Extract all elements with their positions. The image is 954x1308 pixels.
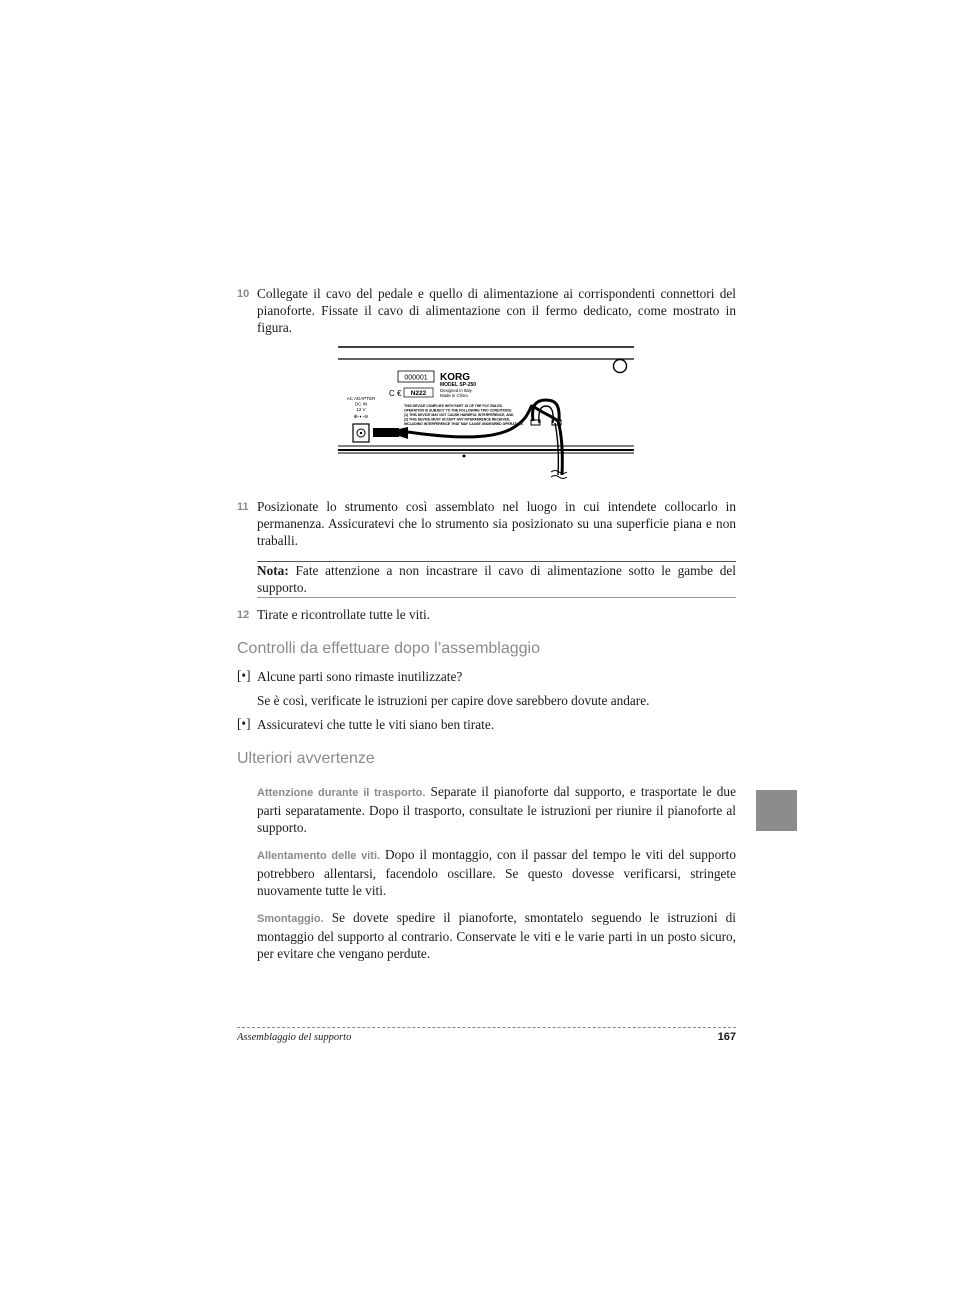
cable-break-icon [551,471,567,474]
step-text: Collegate il cavo del pedale e quello di alimentazione ai corrispondenti connettori del pianoforte. Fissate il cavo di alimentazione con il fermo dedicato, come mostrato in figura. [257,286,736,335]
section-heading: Ulteriori avvertenze [237,750,375,767]
page-number: 167 [717,1031,736,1043]
n-mark: N222 [410,390,427,397]
note-text: Fate attenzione a non incastrare il cavo di alimentazione sotto le gambe del supporto. [257,563,736,595]
section-heading: Controlli da effettuare dopo l’assemblaggio [237,640,541,657]
plug-icon [373,428,399,437]
paragraph-text: Se dovete spedire il pianoforte, smontatelo seguendo le istruzioni di montaggio del supporto al contrario. Conservate le viti e le varie parti in un posto sicuro, per evitare che vengano perdute. [257,910,736,961]
adapter-label-2: DC IN [354,401,368,407]
made-label: Made in China [440,393,468,398]
step-number: 12 [237,609,250,621]
serial-number: 000001 [404,374,428,382]
note-label: Nota: [257,563,289,578]
paragraph-transport [257,783,736,836]
paragraph-lead: Attenzione durante il trasporto. [257,787,426,799]
note-box [257,562,736,596]
ce-mark: C € [389,389,402,398]
fcc-line: INCLUDING INTERFERENCE THAT MAY CAUSE UNDESIRED OPERATION. [404,422,524,426]
fcc-line: (1) THIS DEVICE MAY NOT CAUSE HARMFUL INTERFERENCE, AND [404,413,514,417]
paragraph-screws [257,846,736,899]
step-number: 11 [237,501,249,513]
note-rule-bottom [257,597,736,598]
step-number: 10 [237,288,250,300]
footer-rule [237,1027,736,1028]
footer-title: Assemblaggio del supporto [237,1032,352,1043]
adapter-label-1: AC ADAPTER [346,396,376,401]
connection-figure [336,343,636,485]
chapter-tab [756,790,797,831]
step-text: Posizionate lo strumento così assemblato nel luogo in cui intendete collocarlo in permanenza. Assicuratevi che lo strumento sia posizionato su una superficie piana e non traballi. [257,499,736,548]
checklist-item: Assicuratevi che tutte le viti siano ben tirate. [257,717,495,732]
checklist-item: Alcune parti sono rimaste inutilizzate? [257,669,463,684]
bullet-icon: [•] [237,668,251,683]
model-label: MODEL SP-250 [440,382,477,388]
step-text: Tirate e ricontrollate tutte le viti. [257,607,431,622]
paragraph-disassembly [257,909,736,962]
hole-icon [614,360,627,373]
paragraph-lead: Allentamento delle viti. [257,850,381,862]
designed-label: Designed in Italy [440,388,472,393]
paragraph-text: Dopo il montaggio, con il passar del tempo le viti del supporto potrebbero allentarsi, facendolo oscillare. Se questo dovesse verificarsi, stringete nuovamente tutte le viti. [257,847,736,898]
adapter-label-3: 12 V [356,407,366,412]
paragraph-text: Separate il pianoforte dal supporto, e trasportate le due parti separatamente. Dopo il trasporto, consultate le istruzioni per riunire il pianoforte al supporto. [257,784,736,835]
brand-logo: KORG [440,372,470,383]
fcc-line: OPERATION IS SUBJECT TO THE FOLLOWING TWO CONDITIONS: [404,408,512,413]
fcc-line: (2) THIS DEVICE MUST ACCEPT ANY INTERFERENCE RECEIVED, [404,417,511,422]
checklist-subtext: Se è così, verificate le istruzioni per capire dove sarebbero dovute andare. [257,693,650,708]
bullet-icon: [•] [237,716,251,731]
paragraph-lead: Smontaggio. [257,913,324,925]
polarity-icon: ⊕-◐-⊖ [353,414,369,420]
fcc-line: THIS DEVICE COMPLIES WITH PART 15 OF THE FCC RULES. [404,404,503,408]
